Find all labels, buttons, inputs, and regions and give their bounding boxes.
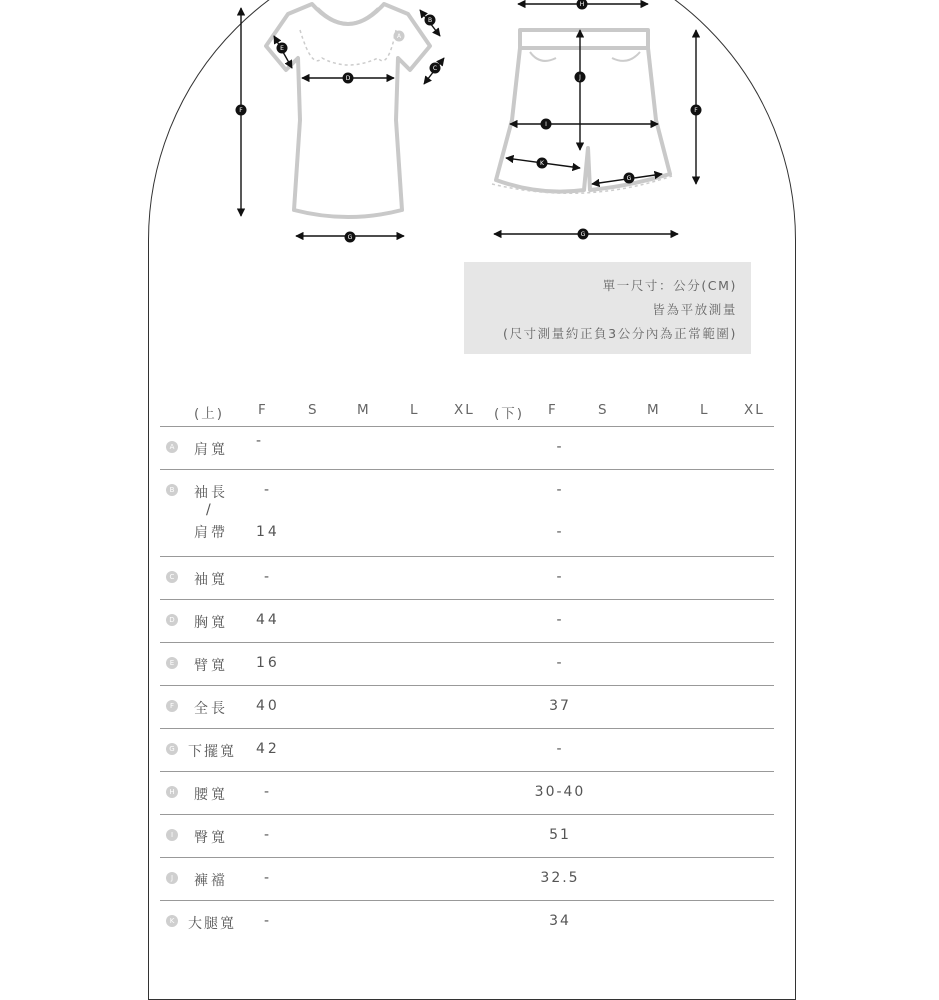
- shorts-outline: [496, 30, 670, 192]
- row-code-badge: G: [166, 743, 178, 755]
- row-label: 臂寬: [194, 658, 228, 674]
- top-size-l: L: [410, 402, 420, 418]
- table-row: [160, 772, 774, 815]
- row-code-badge: B: [166, 484, 178, 496]
- svg-text:G: G: [347, 234, 353, 241]
- top-size-m: M: [357, 402, 371, 418]
- table-row: [160, 470, 774, 557]
- row-top-value: 44: [256, 612, 280, 628]
- bottom-group-label: (下): [494, 406, 525, 422]
- row-code-badge: D: [166, 614, 178, 626]
- row-label-separator: /: [206, 502, 214, 518]
- svg-text:F: F: [239, 107, 243, 114]
- top-size-f: F: [258, 402, 268, 418]
- garment-diagrams: [0, 0, 939, 260]
- row-code-badge: J: [166, 872, 178, 884]
- table-row: [160, 815, 774, 858]
- note-tolerance: (尺寸測量約正負3公分內為正常範圍): [502, 326, 737, 341]
- row-label: 腰寬: [194, 787, 228, 803]
- row-top-value: 40: [256, 698, 280, 714]
- top-group-label: (上): [194, 406, 225, 422]
- svg-text:F: F: [694, 107, 698, 114]
- svg-text:B: B: [427, 17, 433, 24]
- top-size-xl: XL: [454, 402, 475, 418]
- row-top-value: -: [264, 913, 273, 929]
- row-label: 大腿寬: [188, 916, 236, 932]
- row-bottom-value: 51: [549, 827, 571, 843]
- svg-text:G: G: [580, 231, 586, 238]
- tshirt-outline: [266, 4, 433, 217]
- row-code-badge: K: [166, 915, 178, 927]
- row-code-badge: C: [166, 571, 178, 583]
- row-bottom-value: -: [556, 612, 564, 628]
- row-label: 臀寬: [194, 830, 228, 846]
- size-table: [160, 396, 774, 943]
- row-top-value: -: [264, 569, 273, 585]
- svg-text:J: J: [579, 74, 581, 81]
- row-bottom-value: -: [556, 569, 564, 585]
- row-bottom-value: 32.5: [540, 870, 580, 886]
- size-table-header: [160, 396, 774, 427]
- row-label: 褲襠: [194, 873, 228, 889]
- row-code-badge: E: [166, 657, 178, 669]
- row-bottom-value: -: [556, 482, 564, 498]
- row-label: 袖寬: [194, 572, 228, 588]
- bottom-size-f: F: [548, 402, 558, 418]
- svg-text:C: C: [432, 65, 438, 72]
- row-label: 全長: [194, 701, 228, 717]
- row-top-value: -: [264, 870, 273, 886]
- bottom-size-l: L: [700, 402, 710, 418]
- table-row: [160, 729, 774, 772]
- row-top-value: -: [256, 433, 265, 449]
- row-bottom-value: -: [556, 655, 564, 671]
- row-top-value: -: [264, 827, 273, 843]
- table-row: [160, 600, 774, 643]
- table-row: [160, 901, 774, 943]
- row-label: 肩寬: [194, 442, 228, 458]
- row-label: 袖長: [194, 485, 228, 501]
- row-code-badge: F: [166, 700, 178, 712]
- top-size-s: S: [308, 402, 319, 418]
- row-top-value-secondary: 14: [256, 524, 280, 540]
- svg-text:H: H: [579, 1, 585, 8]
- row-bottom-value: 37: [549, 698, 571, 714]
- svg-text:D: D: [345, 75, 351, 82]
- row-label: 下擺寬: [188, 744, 236, 760]
- row-bottom-value: 30-40: [534, 784, 586, 800]
- svg-text:E: E: [280, 45, 284, 52]
- table-row: [160, 557, 774, 600]
- row-top-value: -: [264, 482, 273, 498]
- row-label-secondary: 肩帶: [194, 525, 228, 541]
- bottom-size-xl: XL: [744, 402, 765, 418]
- table-row: [160, 858, 774, 901]
- row-label: 胸寬: [194, 615, 228, 631]
- svg-text:K: K: [540, 160, 544, 167]
- note-flat: 皆為平放測量: [652, 302, 737, 317]
- measurement-note: [464, 262, 751, 354]
- svg-text:I: I: [545, 121, 547, 128]
- svg-text:G: G: [626, 175, 632, 182]
- table-row: [160, 427, 774, 470]
- table-row: [160, 643, 774, 686]
- row-code-badge: H: [166, 786, 178, 798]
- row-bottom-value: 34: [549, 913, 571, 929]
- note-unit: 單一尺寸：公分(CM): [602, 278, 737, 293]
- row-bottom-value: -: [556, 741, 564, 757]
- svg-text:A: A: [396, 33, 402, 40]
- row-code-badge: I: [166, 829, 178, 841]
- row-bottom-value-secondary: -: [556, 524, 564, 540]
- bottom-size-m: M: [647, 402, 661, 418]
- row-top-value: -: [264, 784, 273, 800]
- bottom-size-s: S: [598, 402, 609, 418]
- row-code-badge: A: [166, 441, 178, 453]
- row-top-value: 42: [256, 741, 280, 757]
- table-row: [160, 686, 774, 729]
- row-bottom-value: -: [556, 439, 564, 455]
- row-top-value: 16: [256, 655, 280, 671]
